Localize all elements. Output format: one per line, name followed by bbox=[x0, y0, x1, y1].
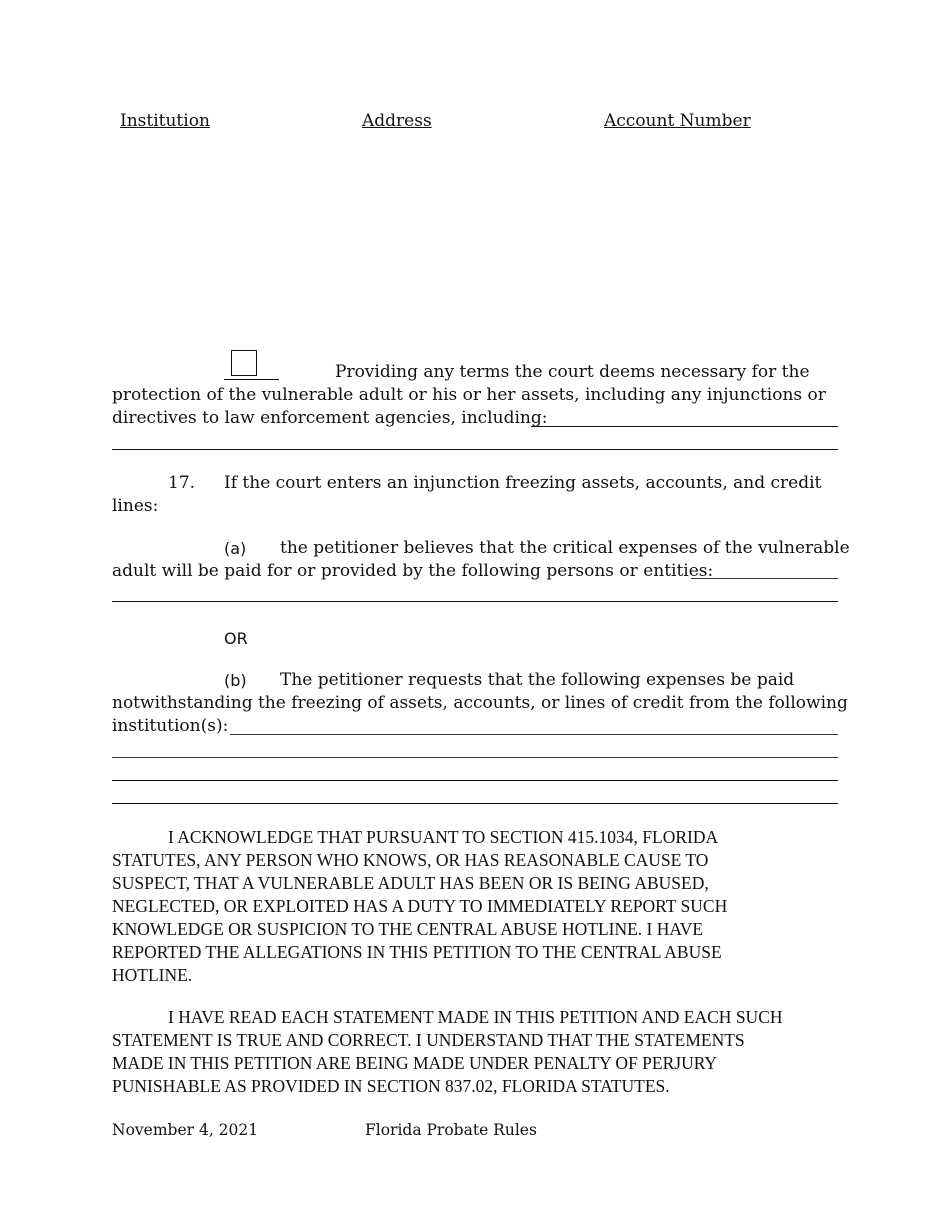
terms-line-2: protection of the vulnerable adult or his or her assets, including any injunctions or bbox=[112, 385, 826, 405]
ack-line-1: I ACKNOWLEDGE THAT PURSUANT TO SECTION 415.1034, FLORIDA bbox=[168, 827, 719, 847]
sub-b-label: (b) bbox=[224, 671, 247, 690]
ack-line-2: STATUTES, ANY PERSON WHO KNOWS, OR HAS REASONABLE CAUSE TO bbox=[112, 850, 709, 870]
read-line-4: PUNISHABLE AS PROVIDED IN SECTION 837.02, FLORIDA STATUTES. bbox=[112, 1076, 670, 1096]
sub-b-fill-line-4[interactable] bbox=[112, 803, 838, 804]
read-line-2: STATEMENT IS TRUE AND CORRECT. I UNDERSTAND THAT THE STATEMENTS bbox=[112, 1030, 745, 1050]
footer-date: November 4, 2021 bbox=[112, 1121, 259, 1139]
terms-fill-line[interactable] bbox=[531, 426, 838, 427]
sub-a-line-1: the petitioner believes that the critical expenses of the vulnerable bbox=[280, 538, 850, 558]
footer-title: Florida Probate Rules bbox=[365, 1121, 537, 1139]
terms-line-1: Providing any terms the court deems necessary for the bbox=[335, 362, 810, 382]
section-17-line-1: If the court enters an injunction freezing assets, accounts, and credit bbox=[224, 473, 822, 493]
read-line-3: MADE IN THIS PETITION ARE BEING MADE UNDER PENALTY OF PERJURY bbox=[112, 1053, 718, 1073]
read-line-1: I HAVE READ EACH STATEMENT MADE IN THIS PETITION AND EACH SUCH bbox=[168, 1007, 783, 1027]
section-17-line-2: lines: bbox=[112, 496, 159, 516]
or-text: OR bbox=[224, 629, 248, 648]
sub-a-fill-line[interactable] bbox=[691, 578, 838, 579]
header-institution: Institution bbox=[120, 111, 210, 131]
sub-b-fill-line-2[interactable] bbox=[112, 757, 838, 758]
header-address: Address bbox=[362, 111, 432, 131]
section-17-number: 17. bbox=[168, 473, 196, 493]
terms-checkbox[interactable] bbox=[231, 350, 257, 376]
terms-fill-line-2[interactable] bbox=[112, 449, 838, 450]
sub-b-fill-line[interactable] bbox=[230, 734, 838, 735]
sub-b-line-3: institution(s): bbox=[112, 716, 229, 736]
ack-line-7: HOTLINE. bbox=[112, 965, 193, 985]
sub-b-fill-line-3[interactable] bbox=[112, 780, 838, 781]
sub-a-fill-line-2[interactable] bbox=[112, 601, 838, 602]
checkbox-underline bbox=[224, 379, 279, 380]
sub-b-line-1: The petitioner requests that the following expenses be paid bbox=[280, 670, 795, 690]
terms-line-3: directives to law enforcement agencies, including: bbox=[112, 408, 548, 428]
ack-line-6: REPORTED THE ALLEGATIONS IN THIS PETITION TO THE CENTRAL ABUSE bbox=[112, 942, 722, 962]
sub-b-line-2: notwithstanding the freezing of assets, accounts, or lines of credit from the following bbox=[112, 693, 848, 713]
ack-line-4: NEGLECTED, OR EXPLOITED HAS A DUTY TO IMMEDIATELY REPORT SUCH bbox=[112, 896, 728, 916]
ack-line-3: SUSPECT, THAT A VULNERABLE ADULT HAS BEEN OR IS BEING ABUSED, bbox=[112, 873, 709, 893]
sub-a-line-2: adult will be paid for or provided by the following persons or entities: bbox=[112, 561, 714, 581]
header-account-number: Account Number bbox=[604, 111, 751, 131]
sub-a-label: (a) bbox=[224, 539, 247, 558]
ack-line-5: KNOWLEDGE OR SUSPICION TO THE CENTRAL ABUSE HOTLINE. I HAVE bbox=[112, 919, 704, 939]
